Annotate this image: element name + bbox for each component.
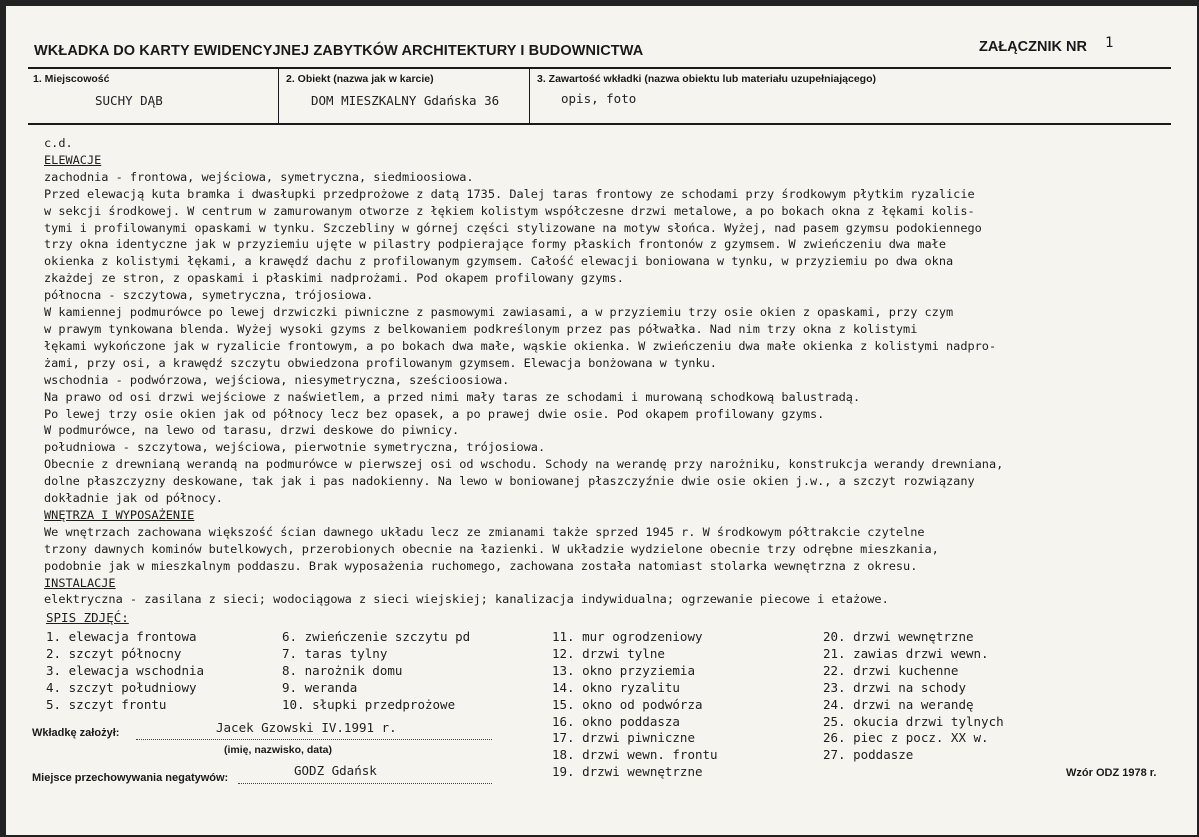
attachment-number: 1 — [1105, 35, 1114, 51]
negatives-dotted-line — [238, 783, 492, 784]
content-label: 3. Zawartość wkładki (nazwa obiektu lub materiału uzupełniającego) — [537, 73, 876, 85]
photo-item: 9. weranda — [282, 679, 358, 695]
photo-item: 18. drzwi wewn. frontu — [552, 747, 718, 763]
photo-list-col1 — [46, 629, 204, 714]
photo-item: 20. drzwi wewnętrzne — [823, 629, 974, 644]
photo-item: 1. elewacja frontowa — [46, 629, 197, 644]
negatives-label: Miejsce przechowywania negatywów: — [32, 772, 229, 784]
field-divider-2 — [529, 67, 530, 125]
photo-item: 22. drzwi kuchenne — [823, 662, 959, 678]
photo-item: 7. taras tylny — [282, 645, 388, 661]
description-line: żami, przy osi, a krawędź szczytu obwiedzona profilowanym gzymsem. Elewacja bonżowana w tynku. — [44, 355, 717, 370]
photo-item: 16. okno poddasza — [552, 713, 680, 729]
attachment-label: ZAŁĄCZNIK NR — [979, 39, 1087, 55]
description-line: trzony dawnych kominów butelkowych, przerobionych obecnie na łazienki. W układzie wydzielone obecnie trzy odrębne mieszkania, — [44, 541, 939, 556]
photo-item: 11. mur ogrodzeniowy — [552, 629, 703, 644]
description-line: dokładnie jak od północy. — [44, 491, 223, 506]
photo-item: 23. drzwi na schody — [823, 679, 966, 695]
photo-item: 25. okucia drzwi tylnych — [823, 713, 1004, 729]
form-title: WKŁADKA DO KARTY EWIDENCYJNEJ ZABYTKÓW ARCHITEKTURY I BUDOWNICTWA — [34, 43, 644, 59]
photo-item: 4. szczyt południowy — [46, 679, 197, 695]
description-line: We wnętrzach zachowana większość ścian dawnego układu lecz ze zmianami także sprzed 1945 r. W środkowym półtrakcie czytelne — [44, 524, 925, 539]
photo-item: 13. okno przyziemia — [552, 662, 695, 678]
description-line: w prawym tynkowana blenda. Wyżej wysoki gzyms z belkowaniem podkreślonym przez pas półwałka. Nad nim trzy okna z kolistymi — [44, 321, 918, 336]
description-line: Na prawo od osi drzwi wejściowe z naświetlem, a przed nimi mały taras ze schodami i murowaną schodkową balustradą. — [44, 389, 861, 404]
photo-item: 8. narożnik domu — [282, 662, 403, 678]
description-line: dolne płaszczyzny deskowane, tak jak i pas nadokienny. Na lewo w boniowanej płaszczyźnie dwie osie okien j.w., a szczyt rozwiązany — [44, 474, 975, 489]
description-line: wschodnia - podwórzowa, wejściowa, niesymetryczna, sześcioosiowa. — [44, 372, 510, 387]
header-bottom-rule — [28, 123, 1171, 125]
author-value: Jacek Gzowski IV.1991 r. — [216, 720, 397, 735]
description-line: łękami wykończone jak w ryzalicie frontowym, a po bokach dwa małe, wąskie okienka. W zwieńczeniu dwa małe okienka z kolistymi nadpro- — [44, 338, 997, 353]
photo-item: 27. poddasze — [823, 747, 914, 763]
description-line: Przed elewacją kuta bramka i dwasłupki przedprożowe z datą 1735. Dalej taras frontowy ze schodami przy środkowym płytkim ryzalicie — [44, 186, 975, 201]
description-line: zkażdej ze stron, z opaskami i płaskimi nadprożami. Pod okapem profilowany gzyms. — [44, 271, 624, 286]
object-value: DOM MIESZKALNY Gdańska 36 — [311, 93, 500, 108]
description-line: tymi i profilowanymi opaskami w tynku. Szczebliny w górnej części stylizowane na motyw słońca. Wyżej, nad pasem gzymsu podokiennego — [44, 220, 982, 235]
photo-item: 26. piec z pocz. XX w. — [823, 730, 989, 746]
photo-item: 3. elewacja wschodnia — [46, 662, 205, 678]
description-line: trzy okna identyczne jak w przyziemiu ujęte w pilastry podpierające formy płaskich frontonów z gzymsem. W zwieńczeniu dwa małe — [44, 237, 947, 252]
photo-item: 6. zwieńczenie szczytu pd — [282, 629, 471, 644]
section-heading-installations: INSTALACJE — [44, 575, 116, 590]
photo-list-heading: SPIS ZDJĘĆ: — [46, 610, 129, 625]
object-label: 2. Obiekt (nazwa jak w karcie) — [286, 73, 434, 85]
negatives-value: GODZ Gdańsk — [294, 763, 377, 778]
description-line: W kamiennej podmurówce po lewej drzwiczki piwniczne z pasmowymi zawiasami, a w przyziemiu trzy osie okien z opaskami, przy czym — [44, 305, 954, 320]
author-hint: (imię, nazwisko, data) — [224, 744, 332, 756]
photo-item: 24. drzwi na werandę — [823, 696, 974, 712]
photo-list-col2 — [282, 629, 470, 714]
photo-item: 21. zawias drzwi wewn. — [823, 645, 989, 661]
inventory-card — [6, 6, 1197, 835]
field-divider-1 — [278, 67, 279, 125]
locality-value: SUCHY DĄB — [95, 93, 163, 108]
photo-item: 15. okno od podwórza — [552, 696, 703, 712]
photo-item: 5. szczyt frontu — [46, 696, 167, 712]
content-value: opis, foto — [561, 91, 637, 106]
section-heading-interiors: WNĘTRZA I WYPOSAŻENIE — [44, 507, 195, 522]
author-label: Wkładkę założył: — [32, 727, 120, 739]
photo-item: 2. szczyt północny — [46, 645, 182, 661]
photo-item: 12. drzwi tylne — [552, 645, 665, 661]
description-line: c.d. — [44, 136, 73, 150]
photo-item: 14. okno ryzalitu — [552, 679, 680, 695]
description-line: elektryczna - zasilana z sieci; wodociągowa z sieci wiejskiej; kanalizacja indywidualna; ogrzewanie piecowe i etażowe. — [44, 592, 889, 607]
description-line: zachodnia - frontowa, wejściowa, symetryczna, siedmioosiowa. — [44, 169, 474, 184]
photo-list-col3 — [552, 629, 718, 781]
header-top-rule — [28, 67, 1171, 69]
description-text — [44, 135, 1194, 608]
photo-item: 10. słupki przedprożowe — [282, 696, 456, 712]
form-model: Wzór ODZ 1978 r. — [1066, 767, 1157, 779]
description-line: północna - szczytowa, symetryczna, trójosiowa. — [44, 288, 374, 303]
author-dotted-line — [136, 739, 492, 740]
description-line: w sekcji środkowej. W centrum w zamurowanym otworze z łękiem kolistym współczesne drzwi metalowe, a po bokach okna z łękami kolis- — [44, 203, 975, 218]
description-line: Po lewej trzy osie okien jak od północy lecz bez opasek, a po prawej dwie osie. Pod okapem profilowany gzyms. — [44, 406, 825, 421]
photo-list-col4 — [823, 629, 1004, 764]
photo-item: 17. drzwi piwniczne — [552, 730, 695, 746]
description-line: południowa - szczytowa, wejściowa, pierwotnie symetryczna, trójosiowa. — [44, 440, 546, 455]
description-line: podobnie jak w mieszkalnym poddaszu. Brak wyposażenia ruchomego, zachowana została natomiast stolarka wewnętrzna z okresu. — [44, 558, 918, 573]
photo-item: 19. drzwi wewnętrzne — [552, 764, 703, 780]
section-heading-elevations: ELEWACJE — [44, 152, 102, 167]
locality-label: 1. Miejscowość — [33, 73, 110, 85]
description-line: okienka z kolistymi łękami, a krawędź dachu z profilowanym gzymsem. Całość elewacji boniowana w tynku, w przyziemiu po dwa okna — [44, 254, 954, 269]
description-line: Obecnie z drewnianą werandą na podmurówce w pierwszej osi od wschodu. Schody na werandę przy narożniku, konstrukcja werandy drewniana, — [44, 457, 1004, 472]
description-line: W podmurówce, na lewo od tarasu, drzwi deskowe do piwnicy. — [44, 423, 460, 438]
